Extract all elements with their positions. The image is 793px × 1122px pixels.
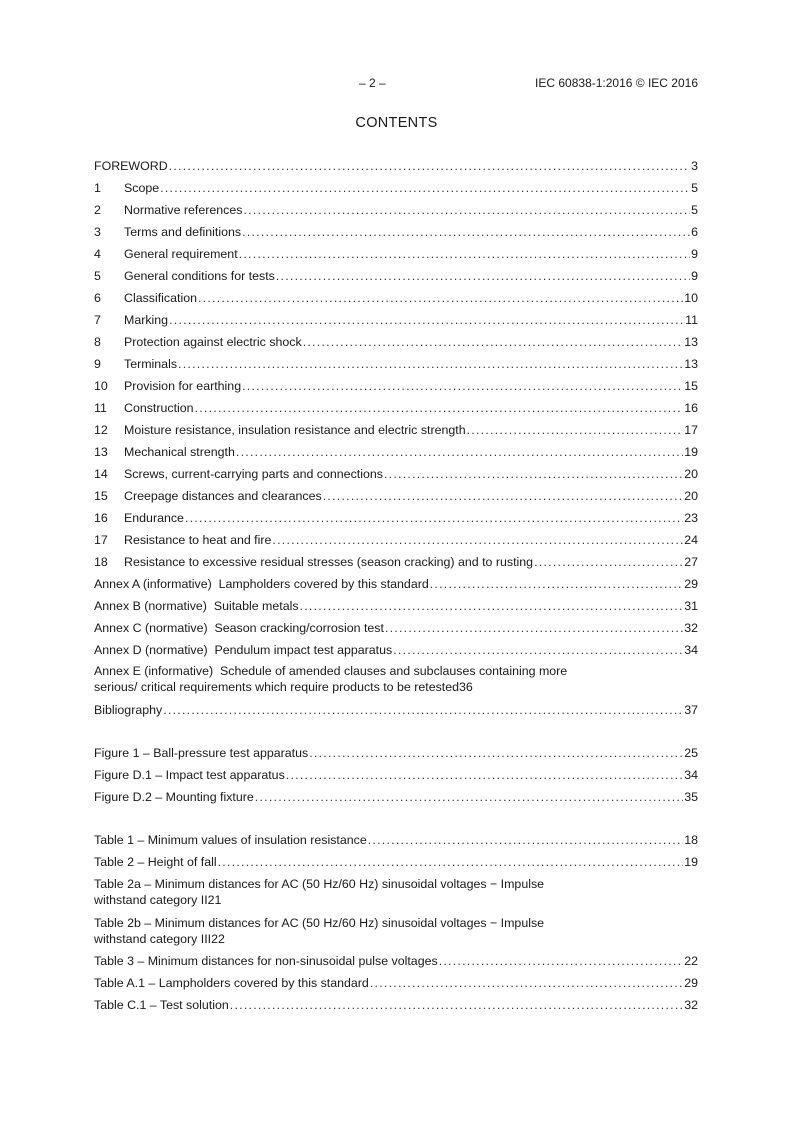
toc-entry-page: 22 <box>211 932 225 946</box>
dot-leader <box>323 489 684 504</box>
toc-entry-page: 29 <box>684 976 698 990</box>
page-number: – 2 – <box>359 76 386 90</box>
toc-entry-clause[interactable] <box>94 423 698 439</box>
dot-leader <box>286 768 683 783</box>
dot-leader <box>160 181 690 196</box>
toc-entry-title: Annex C (normative) Season cracking/corrosion test <box>94 621 384 635</box>
dot-leader <box>169 159 690 174</box>
toc-entry-page: 34 <box>684 768 698 782</box>
toc-entry-title: Figure 1 – Ball-pressure test apparatus <box>94 746 309 760</box>
clause-number: 11 <box>94 401 107 415</box>
toc-entry-table-2a[interactable] <box>94 877 698 909</box>
page-header <box>94 76 698 92</box>
dot-leader <box>309 746 683 761</box>
toc-entry-page: 9 <box>691 269 698 283</box>
dot-leader <box>242 379 683 394</box>
page-title: CONTENTS <box>355 115 438 131</box>
toc-entry-clause[interactable] <box>94 269 698 285</box>
dot-leader <box>195 401 684 416</box>
toc-entry-page: 35 <box>684 790 698 804</box>
toc-entry-page: 13 <box>684 335 698 349</box>
clause-number: 2 <box>94 203 101 217</box>
toc-entry-title: General conditions for tests <box>124 269 275 283</box>
dot-leader <box>430 577 683 592</box>
dot-leader <box>239 247 690 262</box>
toc-entry-page: 27 <box>684 555 698 569</box>
toc-entry-table[interactable] <box>94 855 698 871</box>
toc-entry-title: Terms and definitions <box>124 225 242 239</box>
dot-leader <box>276 269 690 284</box>
toc-entry-title: Classification <box>124 291 197 305</box>
toc-entry-title: Scope <box>124 181 160 195</box>
dot-leader <box>163 703 683 718</box>
toc-entry-annex-e[interactable] <box>94 664 698 696</box>
toc-entry-figure[interactable] <box>94 768 698 784</box>
toc-entry-foreword[interactable] <box>94 159 698 175</box>
dot-leader <box>236 445 683 460</box>
toc-entry-title-line1: Table 2b – Minimum distances for AC (50 Hz/60 Hz) sinusoidal voltages − Impulse <box>94 916 545 930</box>
toc-entry-table[interactable] <box>94 833 698 849</box>
dot-leader <box>218 855 684 870</box>
toc-entry-clause[interactable] <box>94 357 698 373</box>
toc-entry-clause[interactable] <box>94 401 698 417</box>
toc-entry-page: 34 <box>684 643 698 657</box>
toc-entry-title: Marking <box>124 313 169 327</box>
toc-entry-page: 11 <box>685 313 698 327</box>
toc-entry-clause[interactable] <box>94 379 698 395</box>
toc-entry-title: Terminals <box>124 357 178 371</box>
toc-entry-figure[interactable] <box>94 790 698 806</box>
toc-entry-page: 17 <box>684 423 698 437</box>
toc-entry-table[interactable] <box>94 954 698 970</box>
toc-entry-annex[interactable] <box>94 577 698 593</box>
toc-entry-clause[interactable] <box>94 203 698 219</box>
toc-entry-page: 10 <box>684 291 698 305</box>
toc-entry-clause[interactable] <box>94 445 698 461</box>
toc-entry-page: 13 <box>684 357 698 371</box>
toc-entry-title: Annex B (normative) Suitable metals <box>94 599 299 613</box>
toc-entry-page: 31 <box>684 599 698 613</box>
dot-leader <box>242 225 690 240</box>
toc-entry-bibliography[interactable] <box>94 703 698 719</box>
toc-entry-title: Normative references <box>124 203 243 217</box>
toc-entry-title: General requirement <box>124 247 238 261</box>
toc-entry-table[interactable] <box>94 976 698 992</box>
toc-entry-title: Moisture resistance, insulation resistance and electric strength <box>124 423 466 437</box>
dot-leader <box>439 954 684 969</box>
clause-number: 13 <box>94 445 108 459</box>
toc-entry-page: 3 <box>691 159 698 173</box>
toc-entry-title: Annex D (normative) Pendulum impact test apparatus <box>94 643 393 657</box>
clause-number: 6 <box>94 291 101 305</box>
toc-entry-title: Resistance to heat and fire <box>124 533 272 547</box>
clause-number: 17 <box>94 533 108 547</box>
toc-entry-title: Screws, current-carrying parts and connections <box>124 467 383 481</box>
toc-entry-title: Table C.1 – Test solution <box>94 998 229 1012</box>
toc-entry-title: Table 3 – Minimum distances for non-sinusoidal pulse voltages <box>94 954 438 968</box>
clause-number: 18 <box>94 555 108 569</box>
toc-entry-page: 29 <box>684 577 698 591</box>
toc-entry-page: 19 <box>684 445 698 459</box>
toc-entry-clause[interactable] <box>94 181 698 197</box>
toc-entry-page: 23 <box>684 511 698 525</box>
dot-leader <box>300 599 684 614</box>
toc-entry-page: 18 <box>684 833 698 847</box>
toc-entry-table[interactable] <box>94 998 698 1014</box>
toc-entry-title: Figure D.2 – Mounting fixture <box>94 790 254 804</box>
toc-entry-clause[interactable] <box>94 225 698 241</box>
toc-entry-figure[interactable] <box>94 746 698 762</box>
toc-entry-clause[interactable] <box>94 555 698 571</box>
toc-entry-clause[interactable] <box>94 467 698 483</box>
dot-leader <box>198 291 683 306</box>
clause-number: 7 <box>94 313 101 327</box>
toc-entry-clause[interactable] <box>94 489 698 505</box>
toc-entry-clause[interactable] <box>94 511 698 527</box>
toc-entry-title: Protection against electric shock <box>124 335 302 349</box>
toc-entry-page: 21 <box>207 893 222 907</box>
dot-leader <box>467 423 684 438</box>
toc-entry-annex[interactable] <box>94 643 698 659</box>
toc-entry-title: Table 1 – Minimum values of insulation resistance <box>94 833 367 847</box>
toc-entry-annex[interactable] <box>94 599 698 615</box>
toc-entry-clause[interactable] <box>94 533 698 549</box>
dot-leader <box>534 555 683 570</box>
toc-entry-title-line2: serious/ critical requirements which require products to be retested <box>94 680 460 694</box>
toc-entry-title-line2: withstand category III <box>94 932 212 946</box>
toc-entry-title: Provision for earthing <box>124 379 242 393</box>
clause-number: 1 <box>94 181 101 195</box>
toc-entry-annex[interactable] <box>94 621 698 637</box>
dot-leader <box>169 313 684 328</box>
dot-leader <box>255 790 683 805</box>
toc-entry-page: 32 <box>684 621 698 635</box>
toc-entry-title: Bibliography <box>94 703 163 717</box>
toc-entry-clause[interactable] <box>94 335 698 351</box>
dot-leader <box>368 833 683 848</box>
toc-entry-page: 5 <box>691 203 698 217</box>
standard-reference: IEC 60838-1:2016 © IEC 2016 <box>535 76 698 90</box>
toc-entry-clause[interactable] <box>94 291 698 307</box>
dot-leader <box>370 976 683 991</box>
clause-number: 9 <box>94 357 101 371</box>
toc-entry-page: 37 <box>684 703 698 717</box>
dot-leader <box>230 998 683 1013</box>
dot-leader <box>178 357 683 372</box>
clause-number: 16 <box>94 511 108 525</box>
clause-number: 10 <box>94 379 108 393</box>
toc-entry-title: Figure D.1 – Impact test apparatus <box>94 768 285 782</box>
toc-entry-title: Annex A (informative) Lampholders covered by this standard <box>94 577 429 591</box>
toc-entry-title: Mechanical strength <box>124 445 235 459</box>
clause-number: 3 <box>94 225 101 239</box>
toc-entry-title: Construction <box>124 401 194 415</box>
toc-entry-page: 36 <box>459 680 473 694</box>
toc-entry-clause[interactable] <box>94 247 698 263</box>
clause-number: 14 <box>94 467 108 481</box>
toc-entry-title-line2: withstand category II <box>94 893 208 907</box>
clause-number: 4 <box>94 247 101 261</box>
dot-leader <box>272 533 683 548</box>
toc-entry-page: 20 <box>684 489 698 503</box>
clause-number: 15 <box>94 489 108 503</box>
toc-entry-title: Table A.1 – Lampholders covered by this standard <box>94 976 369 990</box>
toc-entry-page: 5 <box>691 181 698 195</box>
dot-leader <box>303 335 684 350</box>
toc-entry-page: 16 <box>684 401 698 415</box>
clause-number: 12 <box>94 423 108 437</box>
toc-entry-page: 22 <box>684 954 698 968</box>
toc-entry-page: 24 <box>684 533 698 547</box>
toc-entry-title: Endurance <box>124 511 184 525</box>
toc-entry-title-line1: Table 2a – Minimum distances for AC (50 Hz/60 Hz) sinusoidal voltages − Impulse <box>94 877 545 891</box>
toc-entry-clause[interactable] <box>94 313 698 329</box>
toc-entry-title: FOREWORD <box>94 159 168 173</box>
toc-entry-page: 32 <box>684 998 698 1012</box>
toc-entry-title: Resistance to excessive residual stresses (season cracking) and to rusting <box>124 555 534 569</box>
dot-leader <box>384 467 683 482</box>
toc-entry-title: Creepage distances and clearances <box>124 489 322 503</box>
toc-entry-page: 9 <box>691 247 698 261</box>
toc-entry-page: 20 <box>684 467 698 481</box>
toc-entry-title: Table 2 – Height of fall <box>94 855 217 869</box>
dot-leader <box>243 203 690 218</box>
clause-number: 5 <box>94 269 101 283</box>
dot-leader <box>393 643 683 658</box>
dot-leader <box>385 621 683 636</box>
toc-entry-title-line1: Annex E (informative) Schedule of amended clauses and subclauses containing more <box>94 664 568 678</box>
toc-entry-table-2b[interactable] <box>94 916 698 948</box>
toc-entry-page: 6 <box>691 225 698 239</box>
clause-number: 8 <box>94 335 101 349</box>
toc-entry-page: 25 <box>684 746 698 760</box>
toc-entry-page: 19 <box>684 855 698 869</box>
dot-leader <box>185 511 683 526</box>
toc-entry-page: 15 <box>684 379 698 393</box>
